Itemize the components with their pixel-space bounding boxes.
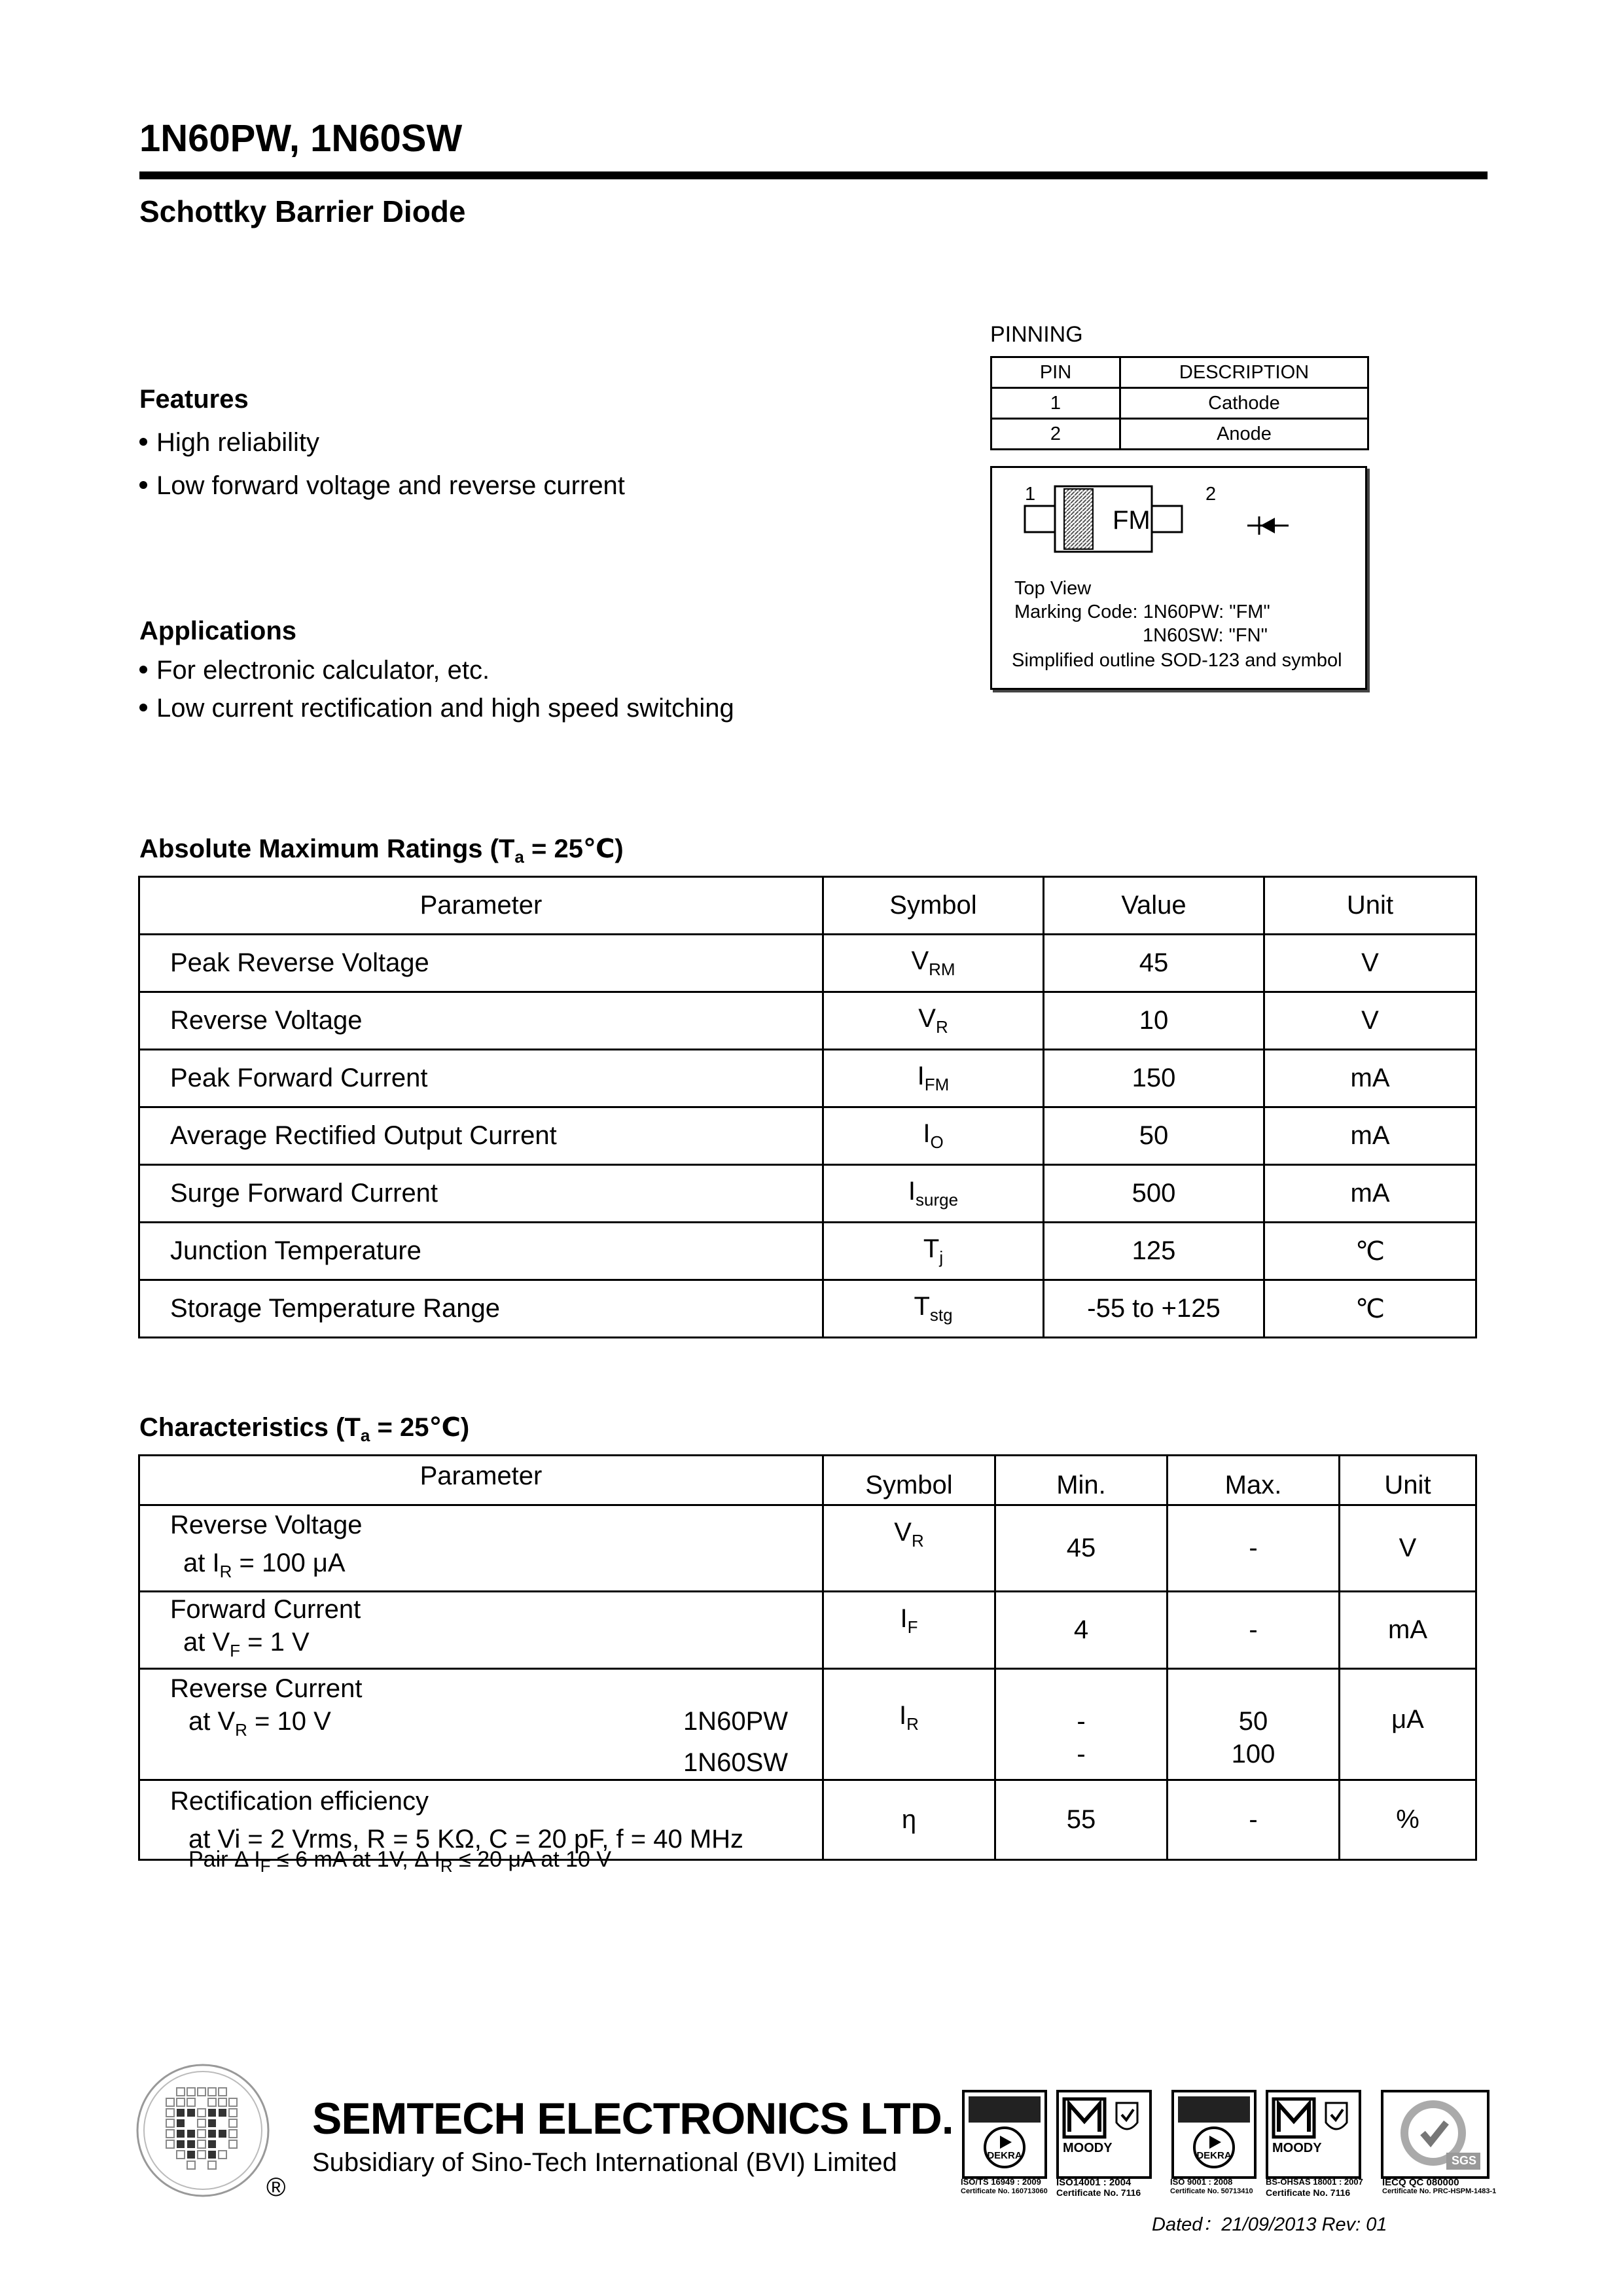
symbol-cell: $T_{stg}$ <box>823 1280 1044 1338</box>
moody-cert-badge <box>1266 2090 1361 2179</box>
symbol-cell: $I_R$ <box>823 1669 995 1780</box>
pin-header: PIN <box>991 357 1120 388</box>
pinning-title: PINNING <box>990 322 1083 347</box>
symbol-cell: $I_{surge}$ <box>823 1165 1044 1223</box>
symbol-cell: $I_{FM}$ <box>823 1050 1044 1107</box>
cert-standard: BS-OHSAS 18001 : 2007 <box>1266 2177 1363 2187</box>
package-caption: Simplified outline SOD-123 and symbol <box>1012 650 1342 671</box>
unit-cell: ℃ <box>1264 1280 1476 1338</box>
symbol-header: Symbol <box>823 1456 995 1505</box>
value-cell: 10 <box>1044 992 1264 1050</box>
parameter-cell: Surge Forward Current <box>139 1165 823 1223</box>
moody-logo-icon <box>1268 2092 1359 2176</box>
min-cell: 45 <box>995 1505 1168 1592</box>
symbol-header: Symbol <box>823 877 1044 935</box>
table-row <box>139 1505 1476 1592</box>
unit-cell: mA <box>1264 1165 1476 1223</box>
table-row <box>139 1050 1476 1107</box>
dekra-logo-icon <box>1174 2092 1254 2176</box>
cert-logo-text: DEKRA <box>987 2150 1022 2161</box>
max-cell: - <box>1168 1505 1340 1592</box>
symbol-cell: $T_j$ <box>823 1223 1044 1280</box>
moody-logo-icon <box>1059 2092 1149 2176</box>
semtech-logo-icon <box>134 2062 272 2199</box>
unit-cell: mA <box>1264 1107 1476 1165</box>
cert-standard: ISO14001 : 2004 <box>1056 2177 1132 2188</box>
sgs-cert-badge <box>1381 2090 1489 2179</box>
absolute-max-table <box>138 876 1477 1338</box>
company-subsidiary: Subsidiary of Sino-Tech International (BVI) Limited <box>312 2148 897 2177</box>
application-item: Low current rectification and high speed switching <box>139 694 734 723</box>
unit-header: Unit <box>1264 877 1476 935</box>
cert-logo-text: MOODY <box>1272 2141 1322 2155</box>
parameter-cell: Peak Reverse Voltage <box>139 935 823 992</box>
marking-code-line1: Marking Code: 1N60PW: "FM" <box>1014 601 1270 622</box>
value-cell: 500 <box>1044 1165 1264 1223</box>
pin-description: Cathode <box>1120 388 1368 419</box>
cert-logo-text: DEKRA <box>1196 2150 1232 2161</box>
parameter-cell: Storage Temperature Range <box>139 1280 823 1338</box>
cert-logo-text: MOODY <box>1063 2141 1113 2155</box>
pin-number: 1 <box>991 388 1120 419</box>
max-cell: - <box>1168 1592 1340 1669</box>
min-cell: 4 <box>995 1592 1168 1669</box>
feature-item: Low forward voltage and reverse current <box>139 471 625 501</box>
unit-cell: V <box>1340 1505 1476 1592</box>
application-item: For electronic calculator, etc. <box>139 656 490 685</box>
parameter-cell: Average Rectified Output Current <box>139 1107 823 1165</box>
dekra-logo-icon <box>965 2092 1044 2176</box>
parameter-header: Parameter <box>139 1456 823 1505</box>
pin-description: Anode <box>1120 419 1368 450</box>
cert-standard: IECQ QC 080000 <box>1382 2177 1459 2188</box>
revision-date: Dated：21/09/2013 Rev: 01 <box>1152 2214 1387 2235</box>
table-row <box>139 1107 1476 1165</box>
variant-label: 1N60SW <box>683 1748 788 1777</box>
value-cell: 50 <box>1044 1107 1264 1165</box>
unit-cell: mA <box>1340 1592 1476 1669</box>
features-heading: Features <box>139 385 249 414</box>
pin2-label: 2 <box>1205 484 1217 505</box>
bullet-icon <box>139 438 147 446</box>
value-header: Value <box>1044 877 1264 935</box>
moody-cert-badge <box>1056 2090 1152 2179</box>
min-cell: 55 <box>995 1780 1168 1860</box>
parameter-header: Parameter <box>139 877 823 935</box>
table-row <box>139 992 1476 1050</box>
parameter-cell: Rectification efficiency at Vi = 2 Vrms, R = 5 KΩ, C = 20 pF, f = 40 MHz <box>139 1780 823 1860</box>
bullet-icon <box>139 666 147 673</box>
symbol-cell: $I_O$ <box>823 1107 1044 1165</box>
parameter-cell: Reverse Current at $V_R = 10$ V 1N60PW 1N60SW <box>139 1669 823 1780</box>
symbol-cell: $V_{RM}$ <box>823 935 1044 992</box>
cert-number: Certificate No. 50713410 <box>1170 2187 1253 2195</box>
document-subtitle: Schottky Barrier Diode <box>139 194 466 228</box>
dekra-cert-badge <box>1171 2090 1257 2179</box>
table-row <box>139 1592 1476 1669</box>
unit-cell: V <box>1264 935 1476 992</box>
bullet-icon <box>139 704 147 711</box>
characteristics-heading: Characteristics ($T_a$ = 25℃) <box>139 1413 470 1445</box>
symbol-cell: $I_F$ <box>823 1592 995 1669</box>
max-cell: - <box>1168 1780 1340 1860</box>
package-outline-box <box>990 466 1367 690</box>
document-title: 1N60PW, 1N60SW <box>139 117 463 160</box>
max-header: Max. <box>1168 1456 1340 1505</box>
characteristics-footnote: Pair Δ $I_F \le 6$ mA at 1V, Δ $I_R \le 20$ μA at 10 V <box>188 1847 612 1876</box>
cert-number: Certificate No. 160713060 <box>961 2187 1048 2195</box>
parameter-cell: Reverse Voltage <box>139 992 823 1050</box>
top-view-label: Top View <box>1014 578 1092 599</box>
value-cell: -55 to +125 <box>1044 1280 1264 1338</box>
applications-heading: Applications <box>139 617 297 645</box>
unit-cell: μA <box>1340 1669 1476 1780</box>
parameter-cell: Reverse Voltage at $I_R = 100$ μA <box>139 1505 823 1592</box>
dekra-cert-badge <box>962 2090 1047 2179</box>
marking-code-line2: 1N60SW: "FN" <box>1143 625 1268 646</box>
unit-cell: % <box>1340 1780 1476 1860</box>
symbol-cell: $V_R$ <box>823 992 1044 1050</box>
cert-number: Certificate No. 7116 <box>1266 2187 1351 2198</box>
parameter-cell: Junction Temperature <box>139 1223 823 1280</box>
marking-label: FM <box>1113 506 1150 535</box>
unit-cell: V <box>1264 992 1476 1050</box>
symbol-cell: η <box>823 1780 995 1860</box>
symbol-cell: $V_R$ <box>823 1505 995 1592</box>
pinning-table <box>990 356 1369 450</box>
cert-number: Certificate No. PRC-HSPM-1483-1 <box>1382 2187 1497 2195</box>
absolute-max-heading: Absolute Maximum Ratings ($T_a$ = 25℃) <box>139 834 624 867</box>
parameter-cell: Peak Forward Current <box>139 1050 823 1107</box>
pin-number: 2 <box>991 419 1120 450</box>
table-row <box>139 935 1476 992</box>
bullet-icon <box>139 481 147 489</box>
characteristics-table <box>138 1454 1477 1861</box>
registered-mark: ® <box>266 2173 286 2202</box>
unit-header: Unit <box>1340 1456 1476 1505</box>
value-cell: 150 <box>1044 1050 1264 1107</box>
max-cell: 50 100 <box>1168 1669 1340 1780</box>
cert-logo-text: SGS <box>1452 2154 1477 2167</box>
table-row <box>139 1165 1476 1223</box>
cert-standard: ISO/TS 16949 : 2009 <box>961 2177 1041 2187</box>
feature-item: High reliability <box>139 428 319 457</box>
value-cell: 125 <box>1044 1223 1264 1280</box>
cert-standard: ISO 9001 : 2008 <box>1170 2177 1233 2187</box>
min-header: Min. <box>995 1456 1168 1505</box>
title-rule <box>139 171 1488 179</box>
parameter-cell: Forward Current at $V_F = 1$ V <box>139 1592 823 1669</box>
variant-label: 1N60PW <box>683 1707 788 1736</box>
description-header: DESCRIPTION <box>1120 357 1368 388</box>
company-name: SEMTECH ELECTRONICS LTD. <box>312 2094 954 2144</box>
unit-cell: ℃ <box>1264 1223 1476 1280</box>
table-row <box>139 1669 1476 1780</box>
pin1-label: 1 <box>1025 484 1036 505</box>
cert-number: Certificate No. 7116 <box>1056 2187 1141 2198</box>
value-cell: 45 <box>1044 935 1264 992</box>
min-cell: - - <box>995 1669 1168 1780</box>
table-row <box>139 1223 1476 1280</box>
unit-cell: mA <box>1264 1050 1476 1107</box>
table-row <box>139 1280 1476 1338</box>
